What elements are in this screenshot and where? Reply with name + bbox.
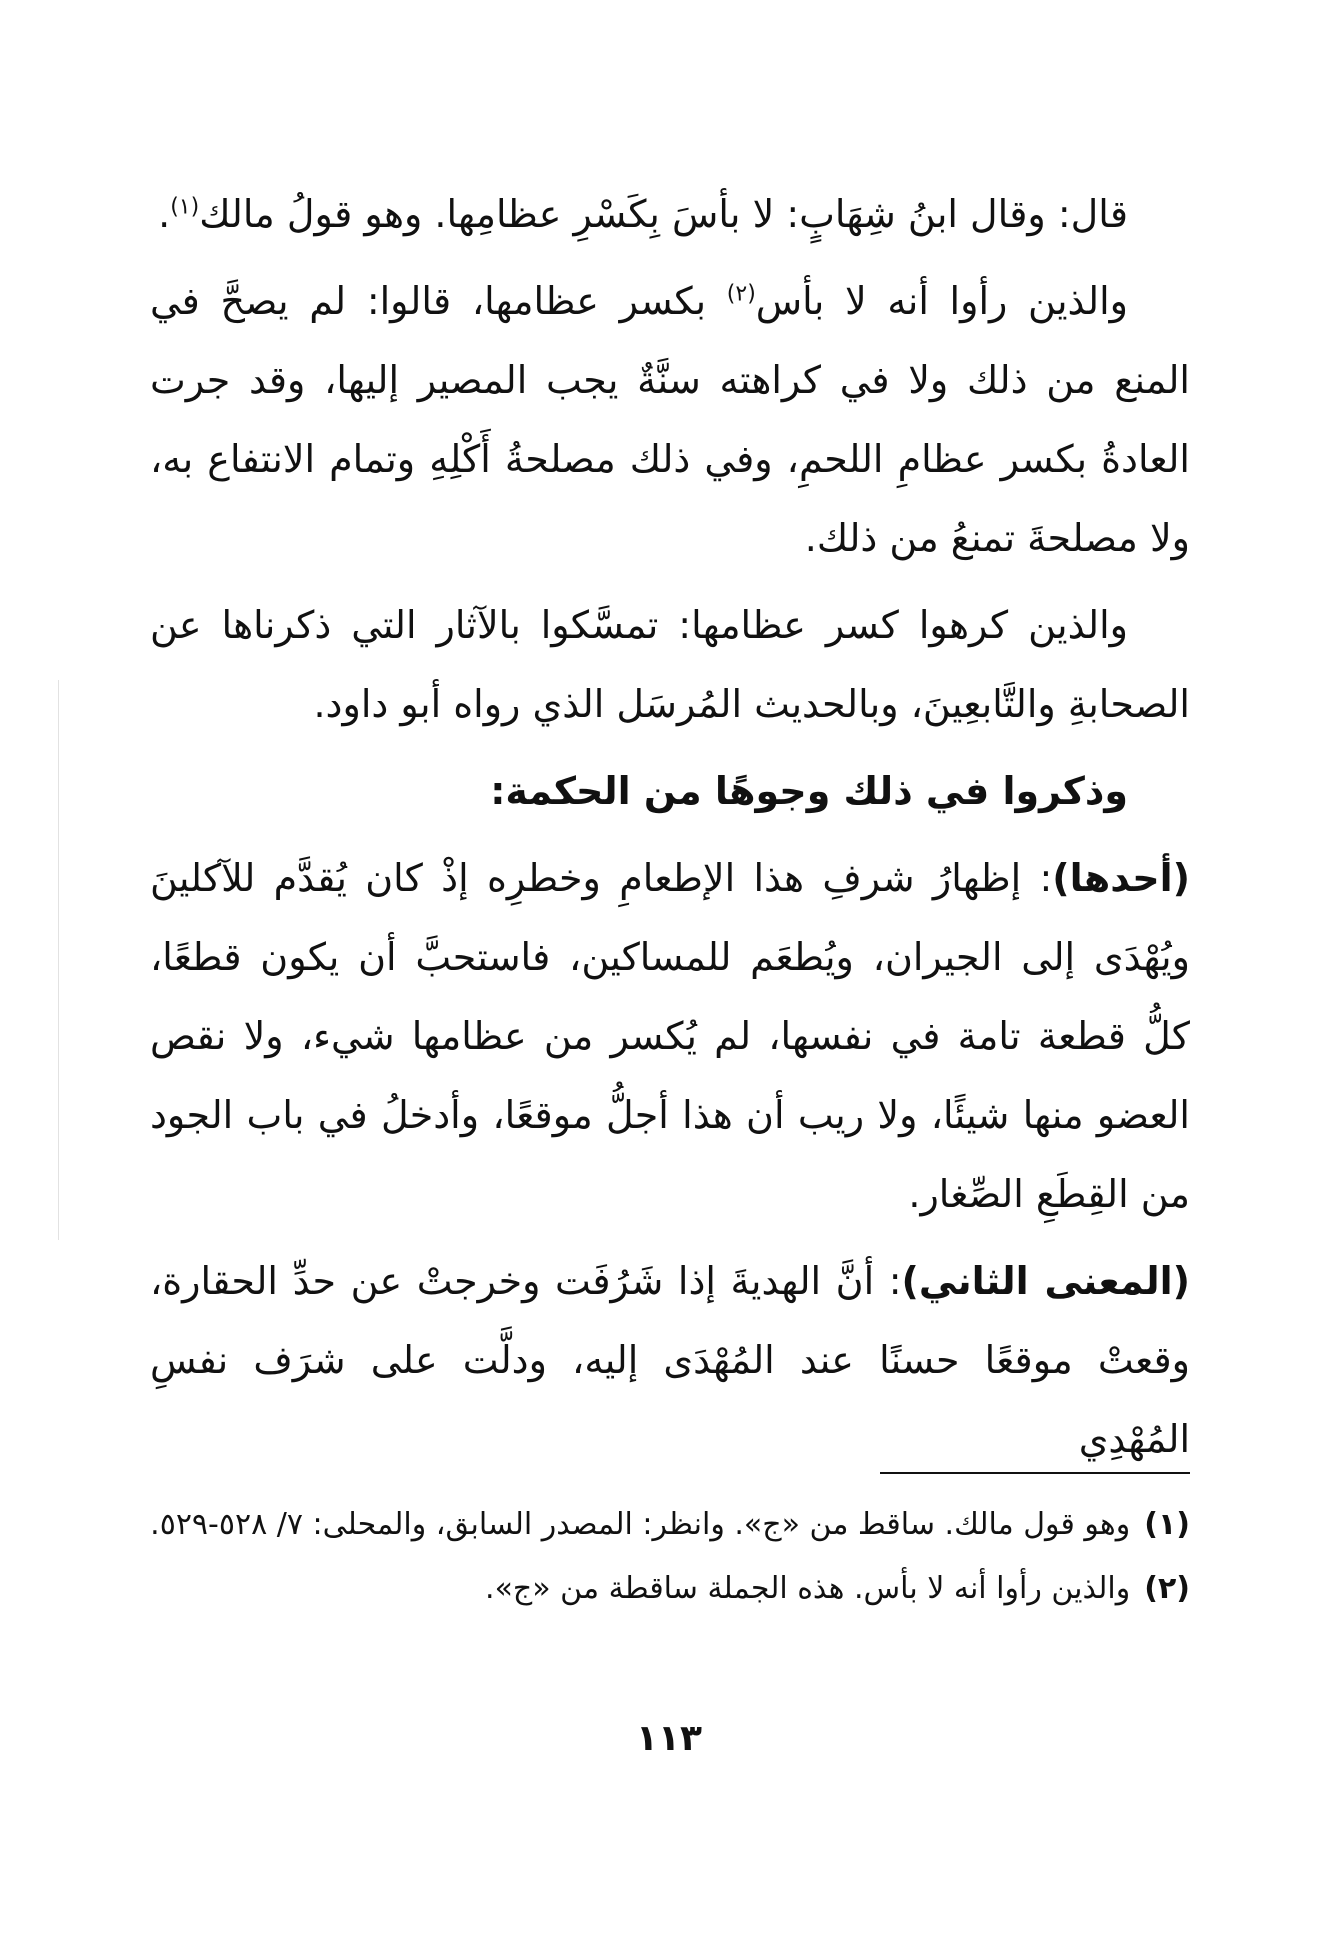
- footnote-1-text: وهو قول مالك. ساقط من «ج». وانظر: المصدر السابق، والمحلى: ٧/ ٥٢٨-٥٢٩.: [150, 1507, 1131, 1542]
- paragraph-1: [150, 175, 1190, 254]
- footnotes: [150, 1495, 1190, 1623]
- main-text: [150, 175, 1190, 1487]
- footnote-ref-2[interactable]: (٢): [726, 281, 756, 307]
- paragraph-4-lead: (أحدها): [1052, 856, 1190, 900]
- footnote-1: [150, 1495, 1190, 1555]
- paragraph-5-text: : أنَّ الهديةَ إذا شَرُفَت وخرجتْ عن حدِّ الحقارة، وقعتْ موقعًا حسنًا عند المُهْدَى إليه، ودلَّت على شرَف نفسِ المُهْدِي: [150, 1259, 1190, 1461]
- paragraph-2-text-a: والذين رأوا أنه لا بأس: [755, 279, 1128, 323]
- paragraph-1-text: قال: وقال ابنُ شِهَابٍ: لا بأسَ بِكَسْرِ عظامِها. وهو قولُ مالك: [199, 192, 1128, 236]
- paragraph-4-text: : إظهارُ شرفِ هذا الإطعامِ وخطرِه إذْ كان يُقدَّم للآكلينَ ويُهْدَى إلى الجيران، ويُطعَم للمساكين، فاستحبَّ أن يكون قطعًا، كلُّ قطعة تامة في نفسها، لم يُكسر من عظامها شيء، ولا نقص العضو منها شيئًا، ولا ريب أن هذا أجلُّ موقعًا، وأدخلُ في باب الجود من القِطَعِ الصِّغار.: [150, 856, 1190, 1216]
- paragraph-5: [150, 1242, 1190, 1479]
- paragraph-1-tail: .: [158, 192, 171, 236]
- footnote-1-number: (١): [1144, 1507, 1190, 1542]
- footnote-2: [150, 1559, 1190, 1619]
- footnote-divider: [880, 1472, 1190, 1474]
- margin-shadow-line: [58, 680, 59, 1240]
- paragraph-3: والذين كرهوا كسر عظامها: تمسَّكوا بالآثار التي ذكرناها عن الصحابةِ والتَّابعِينَ، وبالحديث المُرسَل الذي رواه أبو داود.: [150, 603, 1190, 726]
- paragraph-5-lead: (المعنى الثاني): [901, 1259, 1190, 1303]
- section-heading: وذكروا في ذلك وجوهًا من الحكمة:: [490, 769, 1128, 813]
- page-number: ١١٣: [636, 1718, 702, 1759]
- paragraph-2-text-b: بكسر عظامها، قالوا: لم يصحَّ في المنع من ذلك ولا في كراهته سنَّةٌ يجب المصير إليها، وقد جرت العادةُ بكسر عظامِ اللحمِ، وفي ذلك مصلحةُ أَكْلِهِ وتمام الانتفاع به، ولا مصلحةَ تمنعُ من ذلك.: [150, 279, 1190, 560]
- footnote-2-text: والذين رأوا أنه لا بأس. هذه الجملة ساقطة من «ج».: [485, 1571, 1131, 1606]
- footnote-2-number: (٢): [1144, 1571, 1190, 1606]
- paragraph-4: [150, 839, 1190, 1234]
- paragraph-2: [150, 262, 1190, 578]
- footnote-ref-1[interactable]: (١): [170, 194, 200, 220]
